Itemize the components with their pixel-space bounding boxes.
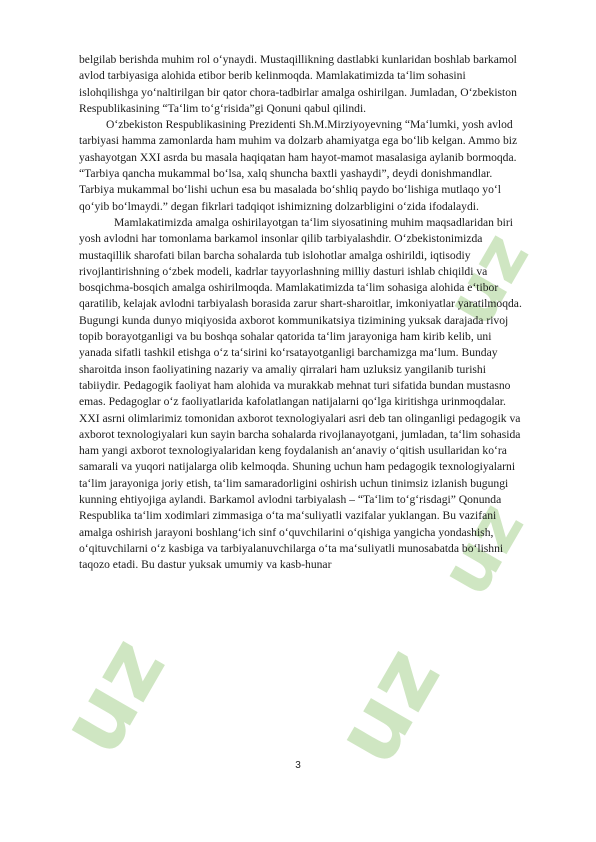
svg-text:uz: uz <box>428 219 546 339</box>
svg-text:uz: uz <box>38 620 186 771</box>
paragraph-2: O‘zbekiston Respublikasining Prezidenti Sh.M.Mirziyoyevning “Ma‘lumki, yosh avlod tarbiyasi hamma zamonlarda ham muhim va dolzarb ahamiyatga ega bo‘lib kelgan. Ammo biz yashayotgan XXI asrda bu masala haqiqatan ham hayot-mamot masalasiga aylanib bormoqda. “Tarbiya qancha mukammal bo‘lsa, xalq shuncha baxtli yashaydi”, deydi donishmandlar. Tarbiya mukammal bo‘lishi uchun esa bu masalada bo‘shliq paydo bo‘lishiga mutlaqo yo‘l qo‘yib bo‘lmaydi.” degan fikrlari tadqiqot ishimizning dolzarbligini o‘zida ifodalaydi. <box>79 118 518 213</box>
page-number: 3 <box>295 760 301 771</box>
watermark-mark-left <box>39 620 185 770</box>
svg-text:uz: uz <box>313 630 461 781</box>
svg-text:uz: uz <box>423 489 541 609</box>
paragraph-3: Mamlakatimizda amalga oshirilayotgan ta‘lim siyosatining muhim maqsadlaridan biri yosh avlodni har tomonlama barkamol insonlar qilib tarbiyalashdir. O‘zbekistonimizda mustaqillik sharofati bilan barcha sohalarda tub islohotlar amalga oshirildi, iqtisodiy rivojlantirishning o‘zbek modeli, kadrlar tayyorlashning milliy dasturi ishlab chiqildi va bosqichma-bosqich amalga oshirilmoqda. Mamlakatimizda ta‘lim sohasiga alohida e‘tibor qaratilib, kelajak avlodni tarbiyalash borasida zarur shart-sharoitlar, imkoniyatlar yaratilmoqda. Bugungi kunda dunyo miqiyosida axborot kommunikatsiya tizimining yuksak darajada rivoj topib borayotganligi va bu boshqa sohalar qatorida ta‘lim jarayoniga ham kirib kelib, uni yanada sifatli tashkil etishga o‘z ta‘sirini ko‘rsatayotganligi barchamizga ma‘lum. Bunday sharoitda inson faoliyatining nazariy va amaliy qirralari ham uzluksiz yangilanib turishi tabiiydir. Pedagogik faoliyat ham alohida va murakkab mehnat turi sifatida bundan mustasno emas. Pedagoglar o‘z faoliyatlarida kafolatlangan natijalarni qo‘lga kiritishga urinmoqdalar. XXI asrni olimlarimiz tomonidan axborot texnologiyalari asri deb tan olinganligi pedagogik va axborot texnologiyalari kun sayin barcha sohalarda rivojlanayotgani, jumladan, ta‘lim sohasida ham yangi axborot texnologiyalaridan keng foydalanish an‘anaviy o‘qitish usullaridan ko‘ra samarali va yuqori natijalarga olib kelmoqda. Shuning uchun ham pedagogik texnologiyalarni ta‘lim jarayoniga joriy etish, ta‘lim samaradorligini oshirish uchun tinimsiz izlanish bugungi kunning ehtiyojiga aylandi. Barkamol avlodni tarbiyalash – “Ta‘lim to‘g‘risdagi” Qonunda Respublika ta‘lim xodimlari zimmasiga o‘ta ma‘suliyatli vazifalar yuklangan. Bu vazifani amalga oshirish jarayoni boshlang‘ich sinf o‘quvchilarini o‘qishiga yangicha yondashish, o‘qituvchilarni o‘z kasbiga va tarbiyalanuvchilarga o‘ta ma‘suliyatli munosabatda bo‘lishni taqozo etadi. Bu dastur yuksak umumiy va kasb-hunar <box>79 215 522 572</box>
paragraph-1: belgilab berishda muhim rol o‘ynaydi. Mustaqillikning dastlabki kunlaridan boshlab barkamol avlod tarbiyasiga alohida etibor berib kelinmoqda. Mamlakatimizda ta‘lim sohasini islohqilishga yo‘naltirilgan bir qator chora-tadbirlar amalga oshirilgan. Jumladan, O‘zbekiston Respublikasining “Ta‘lim to‘g‘risida”gi Qonuni qabul qilindi. <box>79 53 517 115</box>
body-text <box>79 52 525 574</box>
watermark-mark-center <box>314 630 460 780</box>
